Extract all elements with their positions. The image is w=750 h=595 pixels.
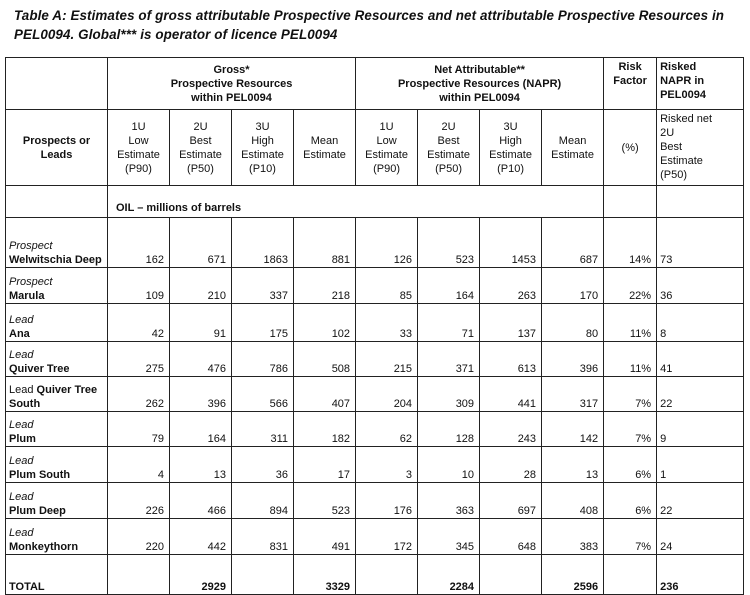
- value-cell-n2: 164: [418, 268, 480, 304]
- row-name: Quiver Tree South: [9, 384, 98, 410]
- value-cell-n2: 10: [418, 447, 480, 483]
- value-cell-gm: 523: [294, 483, 356, 519]
- row-label: [6, 304, 108, 342]
- value-cell-g2: 476: [170, 342, 232, 377]
- value-cell-gm: 218: [294, 268, 356, 304]
- value-cell-n3: 263: [480, 268, 542, 304]
- total-n2: 2284: [418, 555, 480, 595]
- total-risked: 236: [657, 555, 744, 595]
- row-name: Ana: [9, 328, 30, 340]
- total-label: TOTAL: [6, 555, 108, 595]
- value-cell-gm: 508: [294, 342, 356, 377]
- resources-table: [5, 57, 744, 595]
- risked-cell: 36: [657, 268, 744, 304]
- row-name: Monkeythorn: [9, 541, 79, 553]
- value-cell-n1: 33: [356, 304, 418, 342]
- risked-net-header: Risked net 2U Best Estimate (P50): [657, 110, 744, 186]
- value-cell-nm: 687: [542, 218, 604, 268]
- row-type: Lead: [9, 491, 34, 503]
- value-cell-g1: 262: [108, 377, 170, 412]
- oil-unit-label: OIL – millions of barrels: [108, 186, 604, 218]
- value-cell-g3: 175: [232, 304, 294, 342]
- row-type: Lead: [9, 349, 34, 361]
- value-cell-gm: 182: [294, 412, 356, 447]
- value-cell-g2: 91: [170, 304, 232, 342]
- row-type: Lead: [9, 527, 34, 539]
- value-cell-g1: 109: [108, 268, 170, 304]
- gross-best-header: 2U Best Estimate (P50): [170, 110, 232, 186]
- risk-cell: 7%: [604, 519, 657, 555]
- risk-cell: 7%: [604, 377, 657, 412]
- value-cell-g2: 164: [170, 412, 232, 447]
- value-cell-nm: 142: [542, 412, 604, 447]
- value-cell-n2: 371: [418, 342, 480, 377]
- value-cell-n1: 172: [356, 519, 418, 555]
- total-gm: 3329: [294, 555, 356, 595]
- value-cell-g3: 894: [232, 483, 294, 519]
- gross-mean-header: Mean Estimate: [294, 110, 356, 186]
- net-low-header: 1U Low Estimate (P90): [356, 110, 418, 186]
- risked-napr-header: Risked NAPR in PEL0094: [657, 58, 744, 110]
- prospects-or-leads-header: Prospects or Leads: [6, 110, 108, 186]
- risked-cell: 22: [657, 483, 744, 519]
- row-type: Lead: [9, 419, 34, 431]
- value-cell-g1: 275: [108, 342, 170, 377]
- value-cell-n1: 204: [356, 377, 418, 412]
- value-cell-g3: 566: [232, 377, 294, 412]
- value-cell-n3: 697: [480, 483, 542, 519]
- value-cell-n3: 28: [480, 447, 542, 483]
- row-type: Lead: [9, 314, 34, 326]
- value-cell-gm: 102: [294, 304, 356, 342]
- total-g2: 2929: [170, 555, 232, 595]
- value-cell-gm: 491: [294, 519, 356, 555]
- value-cell-g1: 226: [108, 483, 170, 519]
- value-cell-g3: 311: [232, 412, 294, 447]
- value-cell-gm: 407: [294, 377, 356, 412]
- value-cell-g2: 396: [170, 377, 232, 412]
- net-group-header: Net Attributable** Prospective Resources (NAPR) within PEL0094: [356, 58, 604, 110]
- value-cell-n2: 345: [418, 519, 480, 555]
- value-cell-n2: 128: [418, 412, 480, 447]
- value-cell-nm: 317: [542, 377, 604, 412]
- row-label: [6, 447, 108, 483]
- value-cell-g3: 1863: [232, 218, 294, 268]
- value-cell-g1: 42: [108, 304, 170, 342]
- row-name: Plum: [9, 433, 36, 445]
- value-cell-gm: 17: [294, 447, 356, 483]
- value-cell-n1: 3: [356, 447, 418, 483]
- risk-factor-header: Risk Factor: [604, 58, 657, 110]
- value-cell-n3: 441: [480, 377, 542, 412]
- total-row: [6, 555, 744, 595]
- value-cell-n2: 363: [418, 483, 480, 519]
- value-cell-g1: 79: [108, 412, 170, 447]
- corner-cell: [6, 58, 108, 110]
- value-cell-g1: 162: [108, 218, 170, 268]
- value-cell-nm: 383: [542, 519, 604, 555]
- value-cell-n1: 126: [356, 218, 418, 268]
- row-type: Prospect: [9, 276, 53, 288]
- value-cell-n1: 85: [356, 268, 418, 304]
- value-cell-nm: 80: [542, 304, 604, 342]
- value-cell-g2: 13: [170, 447, 232, 483]
- risk-cell: 6%: [604, 447, 657, 483]
- value-cell-n2: 71: [418, 304, 480, 342]
- table-row: [6, 483, 744, 519]
- value-cell-g2: 442: [170, 519, 232, 555]
- table-row: [6, 412, 744, 447]
- row-label: [6, 268, 108, 304]
- risked-cell: 24: [657, 519, 744, 555]
- value-cell-gm: 881: [294, 218, 356, 268]
- risked-cell: 8: [657, 304, 744, 342]
- value-cell-g3: 36: [232, 447, 294, 483]
- risked-cell: 41: [657, 342, 744, 377]
- table-row: [6, 218, 744, 268]
- value-cell-n2: 523: [418, 218, 480, 268]
- row-label: [6, 519, 108, 555]
- table-row: [6, 519, 744, 555]
- risked-cell: 1: [657, 447, 744, 483]
- table-row: [6, 304, 744, 342]
- row-name: Welwitschia Deep: [9, 254, 102, 266]
- total-nm: 2596: [542, 555, 604, 595]
- pct-header: (%): [604, 110, 657, 186]
- row-label: [6, 412, 108, 447]
- row-name: Quiver Tree: [9, 363, 70, 375]
- value-cell-g2: 466: [170, 483, 232, 519]
- row-type: Prospect: [9, 240, 53, 252]
- gross-low-header: 1U Low Estimate (P90): [108, 110, 170, 186]
- value-cell-g1: 220: [108, 519, 170, 555]
- row-label: [6, 342, 108, 377]
- value-cell-n1: 62: [356, 412, 418, 447]
- table-caption: Table A: Estimates of gross attributable Prospective Resources and net attributable Prospective Resources in PEL0094. Global*** is operator of licence PEL0094: [14, 8, 725, 42]
- value-cell-nm: 396: [542, 342, 604, 377]
- risked-cell: 9: [657, 412, 744, 447]
- row-type: Lead: [9, 455, 34, 467]
- value-cell-n2: 309: [418, 377, 480, 412]
- risk-cell: 7%: [604, 412, 657, 447]
- value-cell-g3: 337: [232, 268, 294, 304]
- value-cell-n3: 137: [480, 304, 542, 342]
- value-cell-n3: 243: [480, 412, 542, 447]
- risked-cell: 73: [657, 218, 744, 268]
- value-cell-g3: 786: [232, 342, 294, 377]
- row-name: Plum Deep: [9, 505, 66, 517]
- value-cell-n3: 613: [480, 342, 542, 377]
- risk-cell: 11%: [604, 304, 657, 342]
- risked-cell: 22: [657, 377, 744, 412]
- net-mean-header: Mean Estimate: [542, 110, 604, 186]
- value-cell-g2: 210: [170, 268, 232, 304]
- gross-high-header: 3U High Estimate (P10): [232, 110, 294, 186]
- risk-cell: 6%: [604, 483, 657, 519]
- table-row: [6, 447, 744, 483]
- net-high-header: 3U High Estimate (P10): [480, 110, 542, 186]
- value-cell-n1: 215: [356, 342, 418, 377]
- row-name: Plum South: [9, 469, 71, 481]
- value-cell-nm: 170: [542, 268, 604, 304]
- value-cell-n1: 176: [356, 483, 418, 519]
- value-cell-nm: 408: [542, 483, 604, 519]
- row-type: Lead: [9, 384, 34, 396]
- value-cell-n3: 648: [480, 519, 542, 555]
- risk-cell: 22%: [604, 268, 657, 304]
- value-cell-nm: 13: [542, 447, 604, 483]
- oil-row-spacer: [6, 186, 108, 218]
- row-label: [6, 483, 108, 519]
- row-name: Marula: [9, 290, 45, 302]
- value-cell-g1: 4: [108, 447, 170, 483]
- value-cell-n3: 1453: [480, 218, 542, 268]
- net-best-header: 2U Best Estimate (P50): [418, 110, 480, 186]
- row-label: [6, 377, 108, 412]
- table-row: [6, 342, 744, 377]
- table-row: [6, 268, 744, 304]
- value-cell-g2: 671: [170, 218, 232, 268]
- value-cell-g3: 831: [232, 519, 294, 555]
- risk-cell: 11%: [604, 342, 657, 377]
- table-row: [6, 377, 744, 412]
- row-label: [6, 218, 108, 268]
- gross-group-header: Gross* Prospective Resources within PEL0094: [108, 58, 356, 110]
- risk-cell: 14%: [604, 218, 657, 268]
